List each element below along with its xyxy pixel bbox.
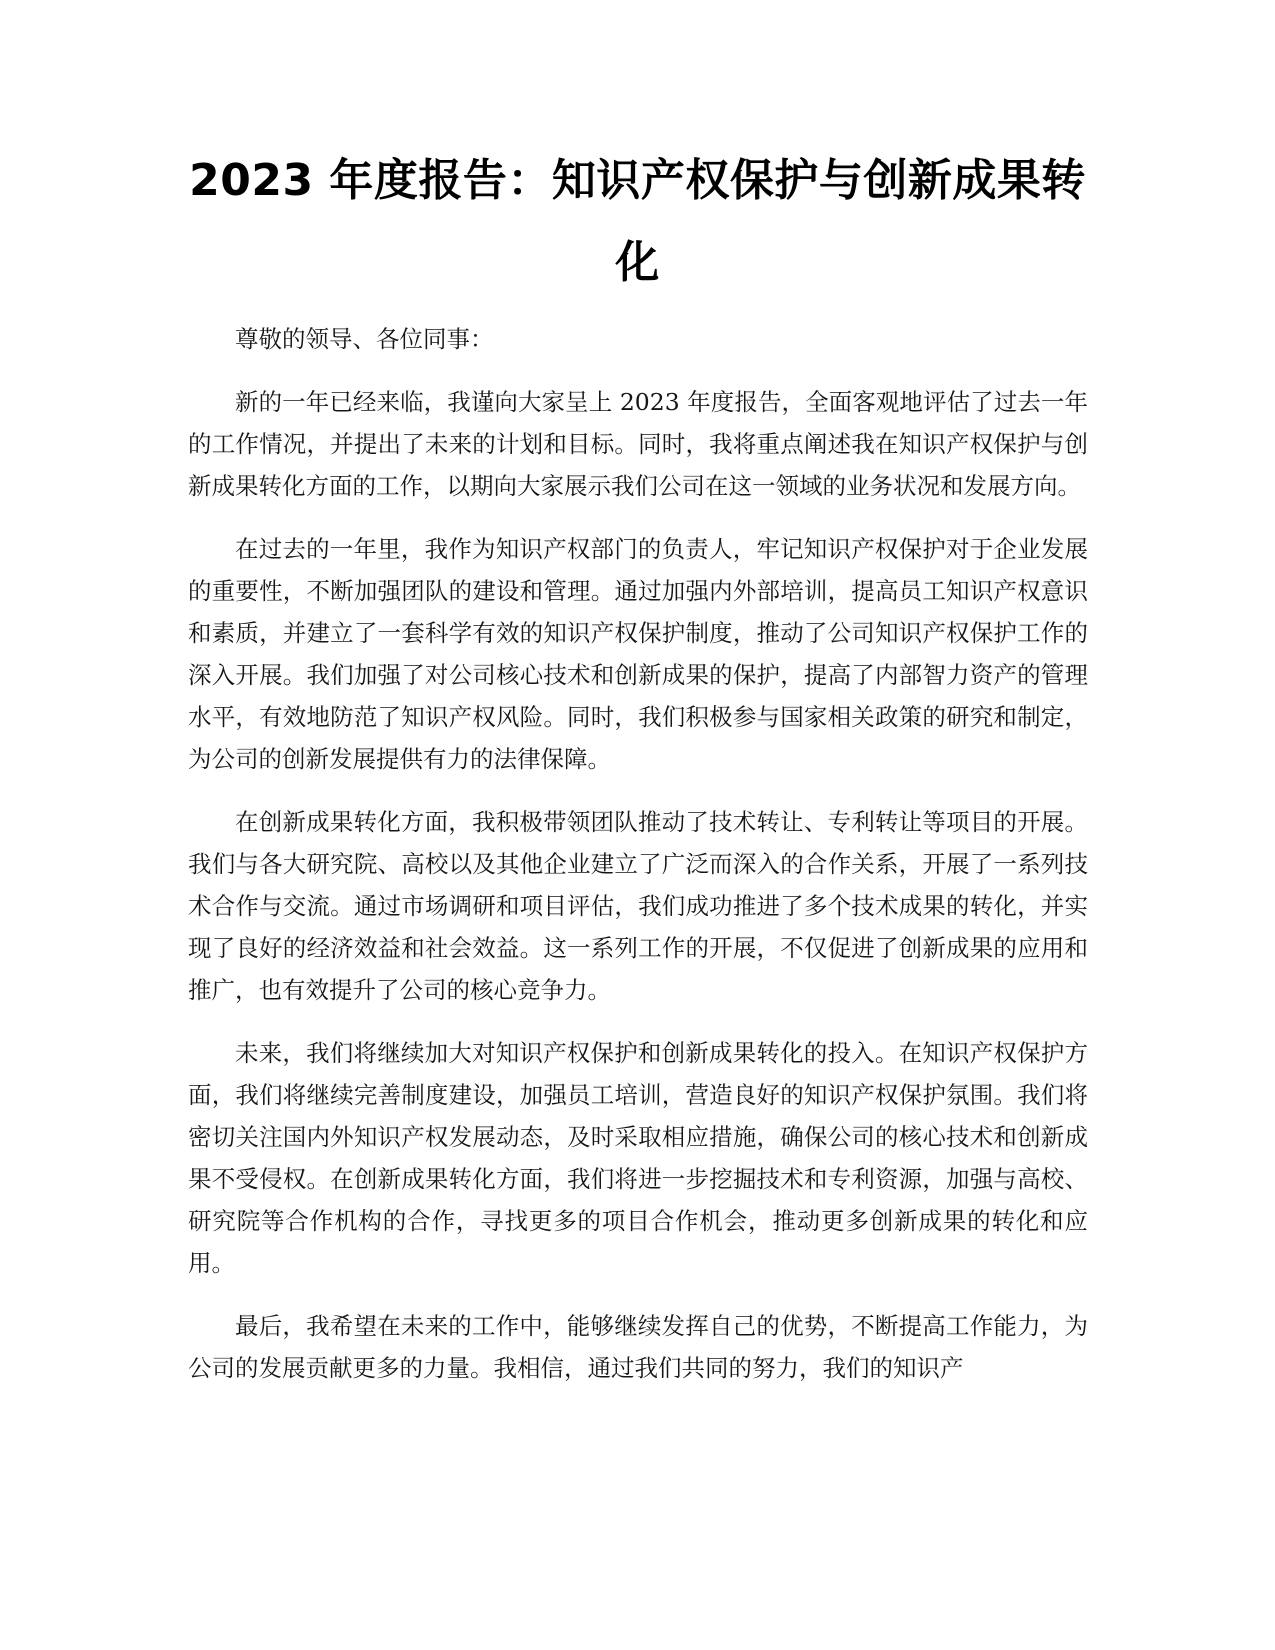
paragraph-future-plans: 未来，我们将继续加大对知识产权保护和创新成果转化的投入。在知识产权保护方面，我们将继续完善制度建设，加强员工培训，营造良好的知识产权保护氛围。我们将密切关注国内外知识产权发展动态，及时采取相应措施，确保公司的核心技术和创新成果不受侵权。在创新成果转化方面，我们将进一步挖掘技术和专利资源，加强与高校、研究院等合作机构的合作，寻找更多的项目合作机会，推动更多创新成果的转化和应用。 [188,1039,1088,1277]
paragraph-closing: 最后，我希望在未来的工作中，能够继续发挥自己的优势，不断提高工作能力，为公司的发展贡献更多的力量。我相信，通过我们共同的努力，我们的知识产 [188,1312,1088,1382]
document-title: 2023 年度报告：知识产权保护与创新成果转化 [189,155,1086,288]
paragraph-ip-protection: 在过去的一年里，我作为知识产权部门的负责人，牢记知识产权保护对于企业发展的重要性，不断加强团队的建设和管理。通过加强内外部培训，提高员工知识产权意识和素质，并建立了一套科学有效的知识产权保护制度，推动了公司知识产权保护工作的深入开展。我们加强了对公司核心技术和创新成果的保护，提高了内部智力资产的管理水平，有效地防范了知识产权风险。同时，我们积极参与国家相关政策的研究和制定，为公司的创新发展提供有力的法律保障。 [188,535,1088,773]
salutation: 尊敬的领导、各位同事： [235,325,494,353]
document-body [188,318,1088,1410]
paragraph-innovation-transfer: 在创新成果转化方面，我积极带领团队推动了技术转让、专利转让等项目的开展。我们与各大研究院、高校以及其他企业建立了广泛而深入的合作关系，开展了一系列技术合作与交流。通过市场调研和项目评估，我们成功推进了多个技术成果的转化，并实现了良好的经济效益和社会效益。这一系列工作的开展，不仅促进了创新成果的应用和推广，也有效提升了公司的核心竞争力。 [188,808,1088,1004]
paragraph-intro: 新的一年已经来临，我谨向大家呈上 2023 年度报告，全面客观地评估了过去一年的工作情况，并提出了未来的计划和目标。同时，我将重点阐述我在知识产权保护与创新成果转化方面的工作，以期向大家展示我们公司在这一领域的业务状况和发展方向。 [188,388,1088,500]
